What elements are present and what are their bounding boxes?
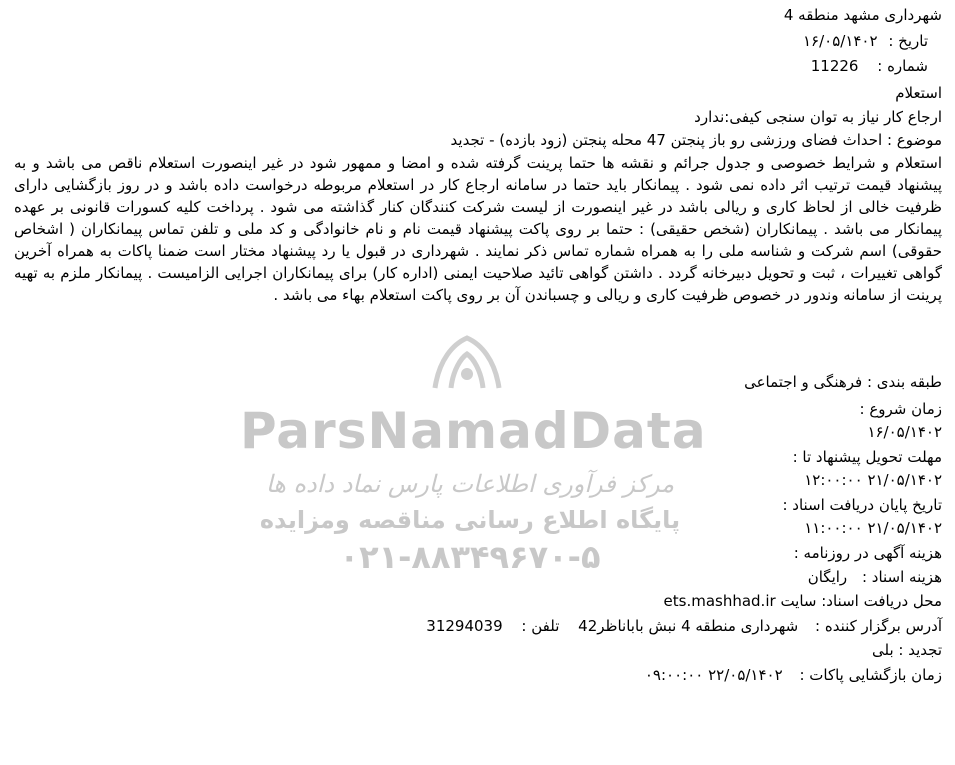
watermark-brand: ParsNamadData	[240, 402, 707, 460]
phone-label: تلفن :	[521, 617, 560, 635]
start-label: زمان شروع :	[859, 400, 942, 418]
address-value: شهرداری منطقه 4 نبش باباناظر42	[578, 617, 799, 635]
deadline-value: ۲۱/۰۵/۱۴۰۲ ۱۲:۰۰:۰۰	[804, 471, 942, 489]
doc-end-label: تاریخ پایان دریافت اسناد :	[782, 496, 942, 514]
opening-line	[645, 664, 942, 686]
ad-cost-label: هزینه آگهی در روزنامه :	[793, 544, 942, 562]
watermark-line2: پایگاه اطلاع رسانی مناقصه ومزایده	[259, 506, 681, 534]
org-name: شهرداری مشهد منطقه 4	[783, 6, 942, 24]
doc-end-value: ۲۱/۰۵/۱۴۰۲ ۱۱:۰۰:۰۰	[804, 519, 942, 537]
opening-value: ۲۲/۰۵/۱۴۰۲ ۰۹:۰۰:۰۰	[644, 666, 783, 684]
tender-notice	[14, 0, 942, 765]
category-line: طبقه بندی : فرهنگی و اجتماعی	[744, 373, 942, 391]
watermark-phone: ۰۲۱-۸۸۳۴۹۶۷۰-۵	[339, 538, 601, 576]
doc-cost-line	[808, 566, 942, 588]
date-value: ۱۶/۰۵/۱۴۰۲	[802, 32, 878, 50]
doc-type: استعلام	[895, 84, 942, 102]
number-value: 11226	[810, 57, 859, 75]
date-label: تاریخ :	[888, 32, 928, 50]
receive-location: محل دریافت اسناد: سایت ets.mashhad.ir	[663, 592, 942, 610]
start-value: ۱۶/۰۵/۱۴۰۲	[867, 423, 942, 441]
number-line	[811, 55, 928, 77]
watermark-line1: مرکز فرآوری اطلاعات پارس نماد داده ها	[265, 470, 675, 498]
phone-value: 31294039	[426, 617, 503, 635]
address-line	[426, 615, 942, 637]
deadline-label: مهلت تحویل پیشنهاد تا :	[792, 448, 942, 466]
doc-cost-value: رایگان	[807, 568, 848, 586]
subject-line: موضوع : احداث فضای ورزشی رو باز پنجتن 47 محله پنجتن (زود بازده) - تجدید	[450, 131, 942, 149]
renewal-line: تجدید : بلی	[871, 641, 942, 659]
date-line	[803, 30, 928, 52]
number-label: شماره :	[877, 57, 928, 75]
conditions-paragraph: استعلام و شرایط خصوصی و جدول جرائم و نقشه ها حتما پرینت گرفته شده و امضا و ممهور شود در غیر اینصورت استعلام ناقص می باشد و به پیشنهاد قیمت ترتیب اثر داده نمی شود . پیمانکار باید حتما در سامانه ارجاع کار در استعلام مربوطه درخواست داده باشد و در روز بازگشایی دارای ظرفیت خالی از لحاظ کاری و ریالی باشد در غیر اینصورت از لیست شرکت کنندگان کنار گذاشته می شود . پرداخت کلیه کسورات قانونی بر عهده پیمانکار می باشد . پیمانکاران (شخص حقیقی) : حتما بر روی پاکت پیشنهاد قیمت نام و نام خانوادگی و کد ملی و تلفن تماس پیمانکاران ( اشخاص حقوقی) اسم شرکت و شناسه ملی را به همراه شماره تماس ذکر نمایند . شهرداری در قبول یا رد پیشنهاد مختار است ضمنا پاکات به همراه آخرین گواهی تغییرات ، ثبت و تحویل دبیرخانه گردد . داشتن گواهی تائید صلاحیت ایمنی (اداره کار) برای پیمانکاران اجرایی الزامیست . پیمانکار ملزم به تهیه پرینت از سامانه وندور در خصوص ظرفیت کاری و ریالی و چسباندن آن بر روی پاکت استعلام بهاء می باشد .	[14, 154, 942, 304]
opening-label: زمان بازگشایی پاکات :	[799, 666, 942, 684]
doc-cost-label: هزینه اسناد :	[861, 568, 942, 586]
referral-line: ارجاع کار نیاز به توان سنجی کیفی:ندارد	[694, 108, 942, 126]
address-label: آدرس برگزار کننده :	[815, 617, 942, 635]
